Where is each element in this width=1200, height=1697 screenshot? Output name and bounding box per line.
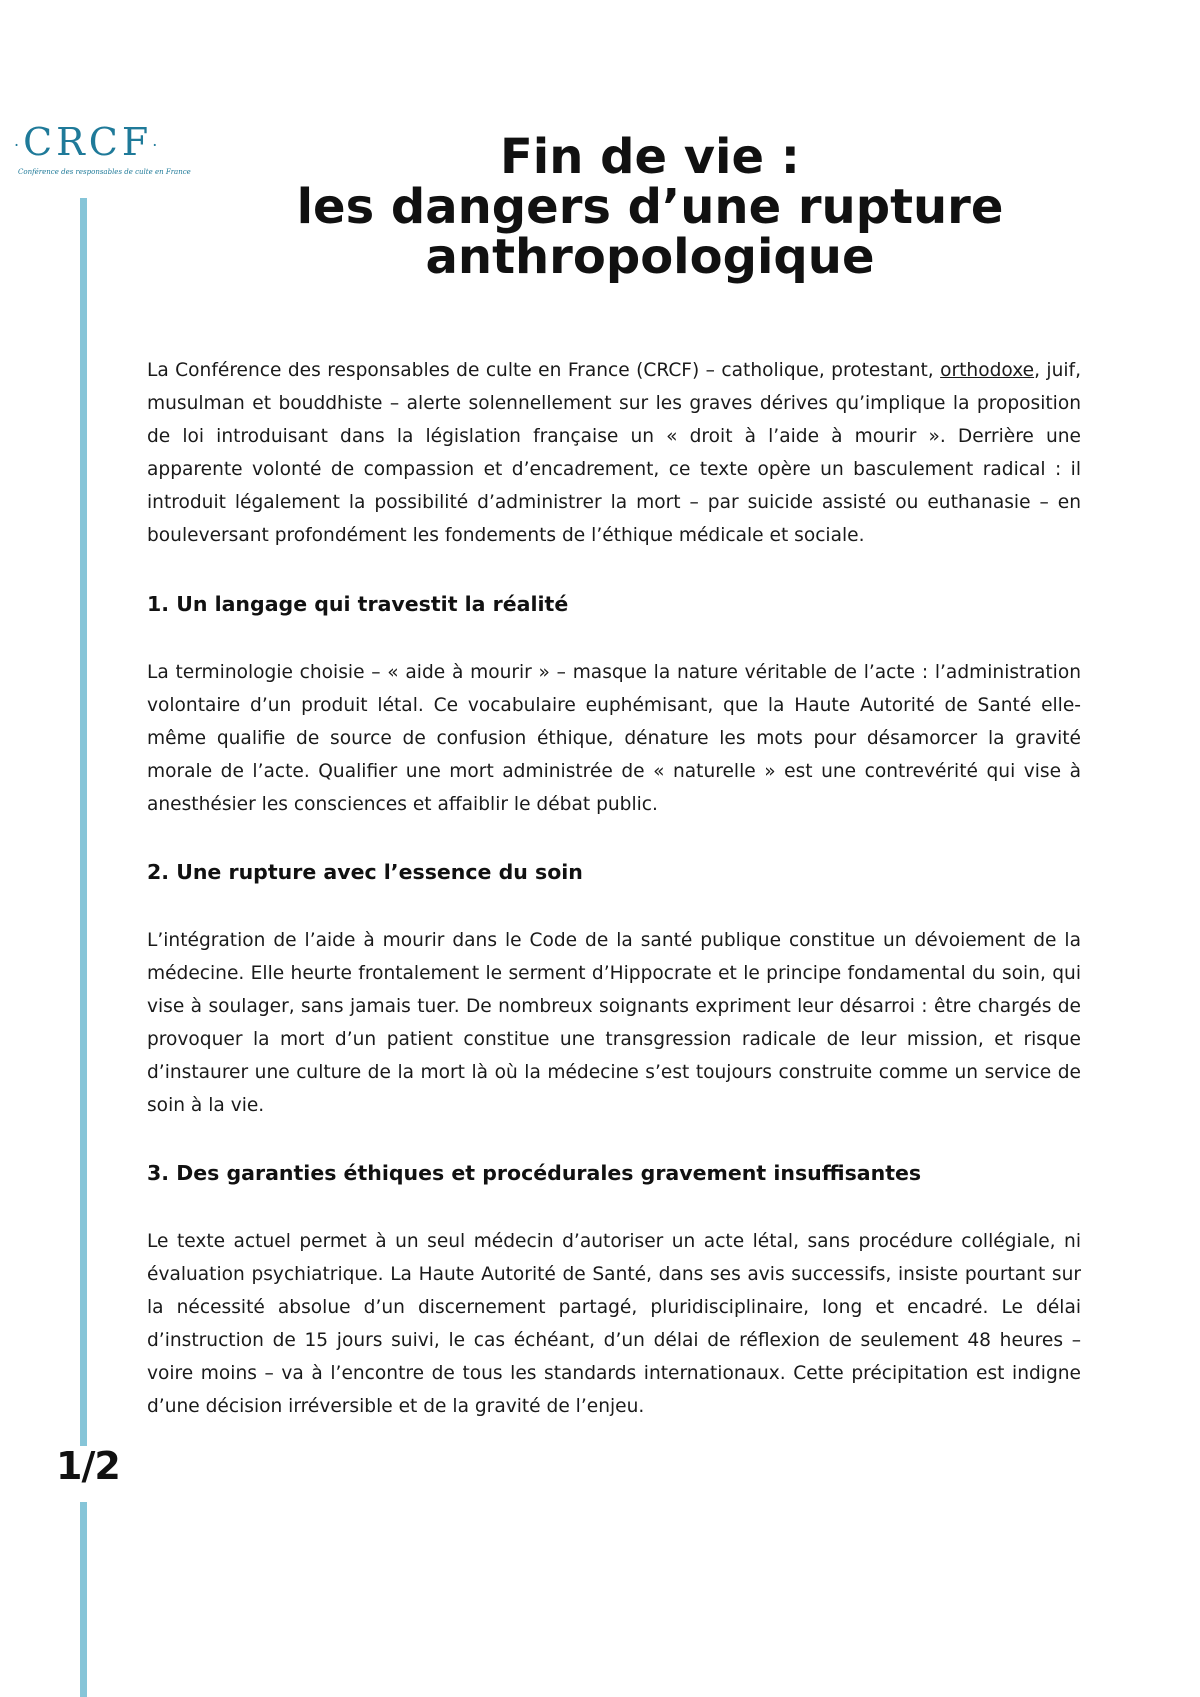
orthodoxe-link[interactable]: orthodoxe: [940, 360, 1035, 381]
section-3-body: Le texte actuel permet à un seul médecin d’autoriser un acte létal, sans procédure collégiale, ni évaluation psychiatrique. La Haute Autorité de Santé, dans ses avis successifs, insiste pourtant sur la nécessité absolue d’un discernement partagé, pluridisciplinaire, long et encadré. Le délai d’instruction de 15 jours suivi, le cas échéant, d’un délai de réflexion de seulement 48 heures – voire moins – va à l’encontre de tous les standards internationaux. Cette précipitation est indigne d’une décision irréversible et de la gravité de l’enjeu.: [147, 1231, 1081, 1417]
document-body: [147, 354, 1081, 1423]
section-3-heading: 3. Des garanties éthiques et procédurales gravement insuffisantes: [147, 1161, 922, 1185]
intro-paragraph: [147, 354, 1081, 552]
section-1-heading: 1. Un langage qui travestit la réalité: [147, 592, 569, 616]
page-title: [250, 129, 1050, 285]
logo-subtitle: Conférence des responsables de culte en France: [18, 167, 191, 176]
crcf-logo: [14, 122, 204, 176]
page-number: 1/2: [56, 1444, 120, 1488]
logo-mark: [14, 122, 204, 166]
logo-mark-text: CRCF: [23, 120, 153, 164]
section-2-body: L’intégration de l’aide à mourir dans le Code de la santé publique constitue un dévoiement de la médecine. Elle heurte frontalement le serment d’Hippocrate et le principe fondamental du soin, qui vise à soulager, sans jamais tuer. De nombreux soignants expriment leur désarroi : être chargés de provoquer la mort d’un patient constitue une transgression radicale de leur mission, et risque d’instaurer une culture de la mort là où la médecine s’est toujours construite comme un service de soin à la vie.: [147, 930, 1081, 1116]
intro-text-start: La Conférence des responsables de culte en France (CRCF) – catholique, protestant,: [147, 360, 941, 381]
title-line-1: Fin de vie :: [500, 129, 800, 185]
accent-rule-bottom: [80, 1502, 87, 1697]
logo-dot-right: ·: [152, 135, 162, 155]
section-1-body: La terminologie choisie – « aide à mourir » – masque la nature véritable de l’acte : l’administration volontaire d’un produit létal. Ce vocabulaire euphémisant, que la Haute Autorité de Santé elle-même qualifie de source de confusion éthique, dénature les mots pour désamorcer la gravité morale de l’acte. Qualifier une mort administrée de « naturelle » est une contrevérité qui vise à anesthésier les consciences et affaiblir le débat public.: [147, 662, 1081, 815]
section-2-heading: 2. Une rupture avec l’essence du soin: [147, 860, 583, 884]
accent-rule-top: [80, 198, 87, 1446]
title-line-3: anthropologique: [425, 229, 875, 285]
intro-text-end: , juif, musulman et bouddhiste – alerte solennellement sur les graves dérives qu’implique la proposition de loi introduisant dans la législation française un « droit à l’aide à mourir ». Derrière une apparente volonté de compassion et d’encadrement, ce texte opère un basculement radical : il introduit légalement la possibilité d’administrer la mort – par suicide assisté ou euthanasie – en bouleversant profondément les fondements de l’éthique médicale et sociale.: [147, 360, 1081, 546]
logo-dot-left: ·: [14, 135, 24, 155]
title-line-2: les dangers d’une rupture: [296, 179, 1004, 235]
